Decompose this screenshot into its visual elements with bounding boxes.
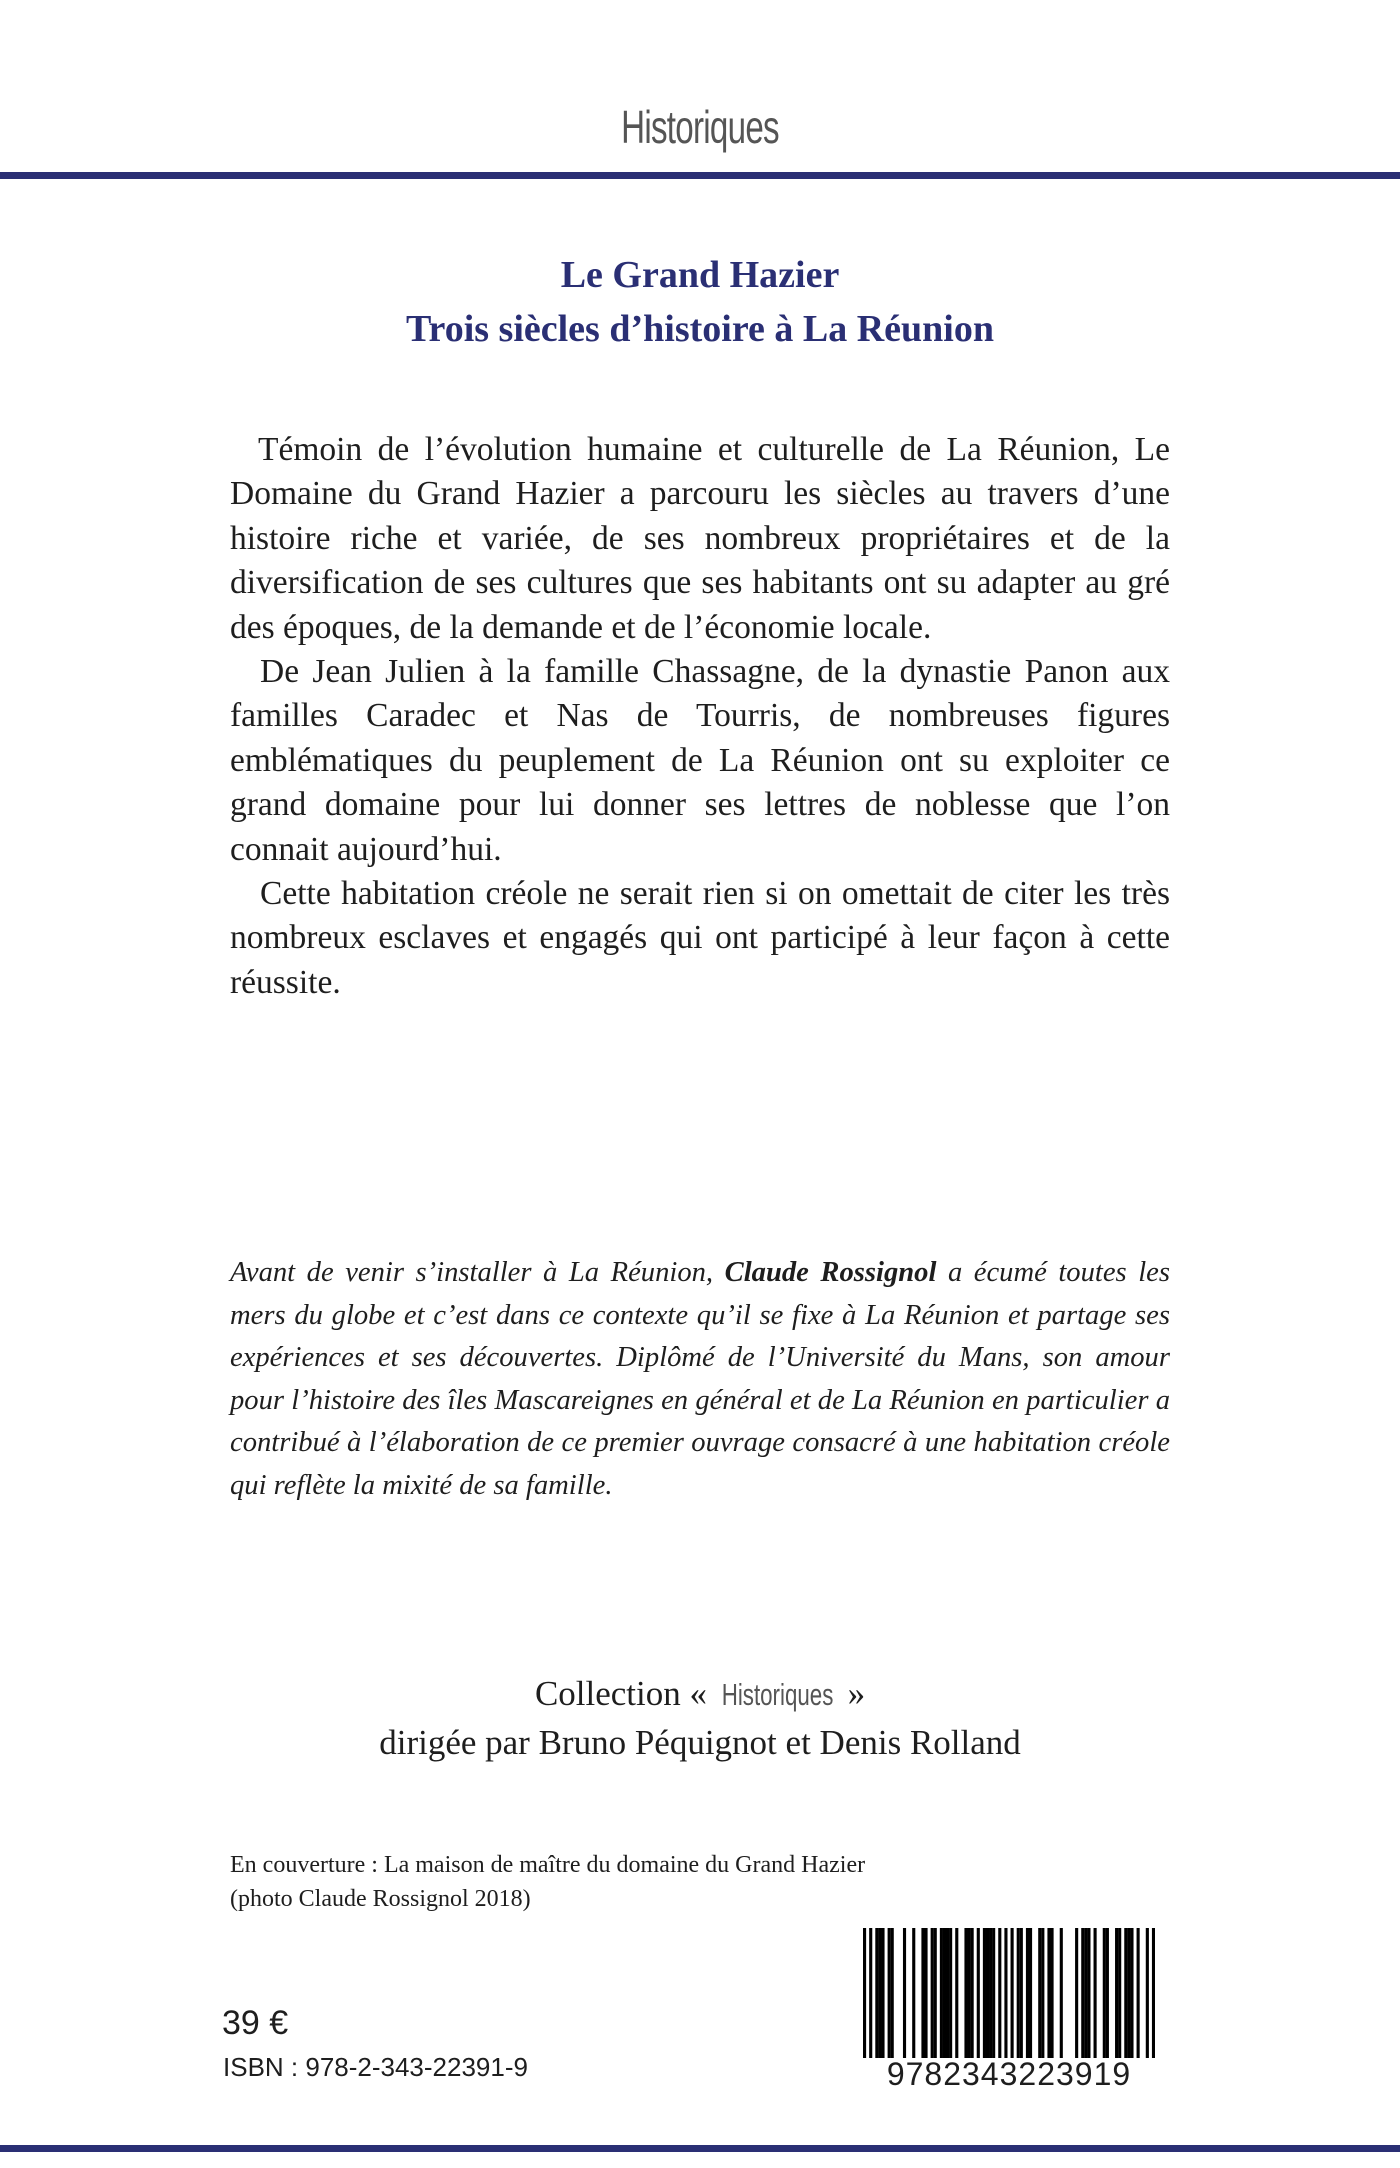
summary-paragraph: Témoin de l’évolution humaine et culturelle de La Réunion, Le Domaine du Grand Hazier a parcouru les siècles au travers d’une histoire riche et variée, de ses nombreux propriétaires et de la diversification de ses cultures que ses habitants ont su adapter au gré des époques, de la demande et de l’économie locale. (230, 431, 1170, 646)
barcode-bar (940, 1928, 943, 2058)
barcode-bar (1026, 1928, 1029, 2058)
collection-info (0, 1670, 1400, 1767)
barcode-bar (924, 1928, 927, 2058)
barcode-bar (983, 1928, 986, 2058)
barcode-bar (878, 1928, 881, 2058)
barcode-bar (934, 1928, 937, 2058)
collection-prefix: Collection « (534, 1674, 707, 1713)
barcode-bar (1075, 1928, 1078, 2058)
barcode-bar (986, 1928, 989, 2058)
book-subtitle: Trois siècles d’histoire à La Réunion (406, 308, 994, 350)
barcode-bar (1060, 1928, 1063, 2058)
barcode-bar (949, 1928, 952, 2058)
barcode-bar (1124, 1928, 1127, 2058)
barcode-bar (1004, 1928, 1007, 2058)
barcode-bar (977, 1928, 980, 2058)
barcode-bar (1020, 1928, 1023, 2058)
cover-credit-photo: (photo Claude Rossignol 2018) (230, 1886, 531, 1912)
barcode-bar (1106, 1928, 1109, 2058)
author-name: Claude Rossignol (724, 1257, 937, 1288)
barcode-bar (1130, 1928, 1133, 2058)
barcode-bar (881, 1928, 884, 2058)
top-rule (0, 172, 1400, 179)
barcode-bar (989, 1928, 992, 2058)
barcode-bar (1087, 1928, 1090, 2058)
series-logo: Historiques (621, 101, 779, 153)
barcode-bar (992, 1928, 995, 2058)
collection-line (0, 1670, 1400, 1719)
barcode-bar (964, 1928, 967, 2058)
barcode-bar (891, 1928, 894, 2058)
collection-directors: dirigée par Bruno Péquignot et Denis Rolland (379, 1723, 1021, 1762)
barcode-bar (1152, 1928, 1155, 2058)
isbn: ISBN : 978-2-343-22391-9 (223, 2052, 528, 2082)
barcode-bar (1017, 1928, 1020, 2058)
title-block (0, 248, 1400, 356)
barcode-bar (869, 1928, 872, 2058)
summary-text (230, 428, 1170, 1005)
bottom-rule (0, 2145, 1400, 2152)
cover-credit-line: En couverture : La maison de maître du domaine du Grand Hazier (230, 1852, 866, 1878)
barcode-bar (1094, 1928, 1097, 2058)
barcode-bar (875, 1928, 878, 2058)
barcode-bar (1050, 1928, 1053, 2058)
barcode-bar (968, 1928, 971, 2058)
barcode-bar (1146, 1928, 1149, 2058)
barcode-bar (888, 1928, 891, 2058)
author-bio (230, 1252, 1170, 1508)
barcode-bar (1084, 1928, 1087, 2058)
barcode-bar (1127, 1928, 1130, 2058)
barcode-bar (971, 1928, 974, 2058)
barcode-bar (921, 1928, 924, 2058)
barcode-digits: 9782343223919 (886, 2056, 1132, 2092)
price: 39 € (222, 2004, 289, 2042)
book-title: Le Grand Hazier (560, 254, 840, 296)
cover-credit (230, 1848, 930, 1916)
barcode-bar (912, 1928, 915, 2058)
bio-body: a écumé toutes les mers du globe et c’est dans ce contexte qu’il se fixe à La Réunion et partage ses expériences et ses découvertes. Diplômé de l’Université du Mans, son amour pour l’histoire des îles Mascareignes en général et de La Réunion en particulier a contribué à l’élaboration de ce premier ouvrage consacré à une habitation créole qui reflète la mixité de sa famille. (230, 1257, 1170, 1501)
barcode-bar (1038, 1928, 1041, 2058)
barcode-bar (1041, 1928, 1044, 2058)
summary-paragraph: Cette habitation créole ne serait rien si on omettait de citer les très nombreux esclaves et engagés qui ont participé à leur façon à cette réussite. (230, 875, 1170, 1001)
barcode-bar (903, 1928, 906, 2058)
barcode-bar (998, 1928, 1001, 2058)
collection-name: Historiques (721, 1677, 834, 1712)
barcode-bar (1081, 1928, 1084, 2058)
barcode-bar (1115, 1928, 1118, 2058)
summary-paragraph: De Jean Julien à la famille Chassagne, de la dynastie Panon aux familles Caradec et Nas de Tourris, de nombreuses figures emblématiques du peuplement de La Réunion ont su exploiter ce grand domaine pour lui donner ses lettres de noblesse que l’on connait aujourd’hui. (230, 653, 1170, 868)
barcode-bar (943, 1928, 946, 2058)
barcode-bar (863, 1928, 866, 2058)
barcode-bar (955, 1928, 958, 2058)
barcode-bar (946, 1928, 949, 2058)
barcode-bar (1103, 1928, 1106, 2058)
collection-suffix: » (847, 1674, 866, 1713)
barcode-bar (1118, 1928, 1121, 2058)
barcode-bars (863, 1928, 1155, 2058)
barcode-bar (1011, 1928, 1014, 2058)
barcode (863, 1928, 1155, 2098)
barcode-bar (1047, 1928, 1050, 2058)
bio-intro: Avant de venir s’installer à La Réunion, (230, 1257, 725, 1288)
barcode-bar (1137, 1928, 1140, 2058)
barcode-bar (1029, 1928, 1032, 2058)
barcode-bar (931, 1928, 934, 2058)
